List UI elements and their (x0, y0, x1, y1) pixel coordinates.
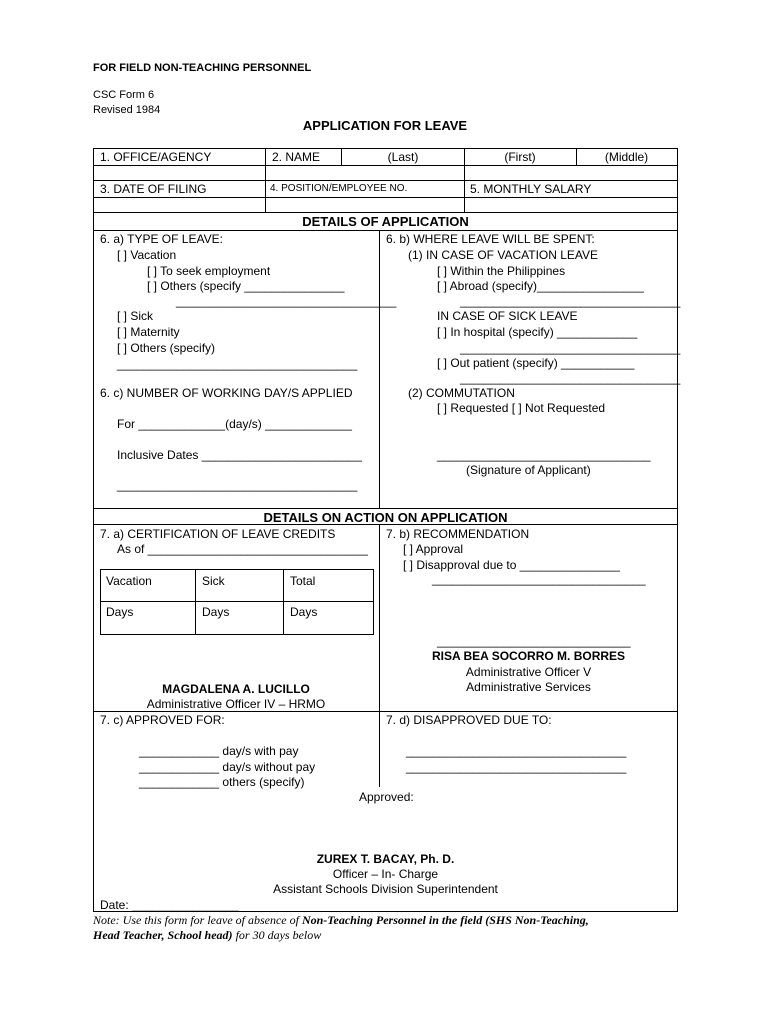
form-number: CSC Form 6 (93, 89, 155, 101)
disapproved-line-2[interactable]: _________________________________ (406, 760, 627, 774)
recommender-signature-line: _____________________________ (437, 634, 631, 648)
officer-title: Officer – In- Charge (332, 867, 439, 881)
sick-case-label: IN CASE OF SICK LEAVE (437, 309, 578, 323)
footnote-line-2: Head Teacher, School head) for 30 days below (93, 928, 322, 942)
out-patient-line: _________________________________ (460, 371, 681, 385)
seek-employment-checkbox[interactable]: [ ] To seek employment (147, 264, 271, 278)
others-approved-field[interactable]: ____________ others (specify) (139, 775, 305, 789)
recommender-title: Administrative Officer V (465, 665, 592, 679)
position-label: 4. POSITION/EMPLOYEE NO. (270, 183, 408, 194)
signature-caption: (Signature of Applicant) (466, 463, 591, 477)
approval-checkbox[interactable]: [ ] Approval (403, 542, 464, 556)
disapproval-line: ________________________________ (432, 572, 646, 586)
others-specify-line: _________________________________ (176, 294, 397, 308)
certification-label: 7. a) CERTIFICATION OF LEAVE CREDITS (100, 527, 336, 541)
days-with-pay-field[interactable]: ____________ day/s with pay (139, 744, 299, 758)
out-patient-checkbox[interactable]: [ ] Out patient (specify) ___________ (437, 356, 635, 370)
office-agency-label: 1. OFFICE/AGENCY (100, 150, 212, 164)
in-hospital-checkbox[interactable]: [ ] In hospital (specify) ____________ (437, 325, 638, 339)
monthly-salary-label: 5. MONTHLY SALARY (470, 182, 592, 196)
as-of-field[interactable]: As of _________________________________ (117, 542, 368, 556)
date-of-filing-label: 3. DATE OF FILING (100, 182, 207, 196)
date-field[interactable]: Date: ________________ (100, 898, 239, 912)
type-of-leave-label: 6. a) TYPE OF LEAVE: (100, 232, 223, 246)
hrmo-title: Administrative Officer IV – HRMO (146, 697, 326, 711)
days-without-pay-field[interactable]: ____________ day/s without pay (139, 760, 316, 774)
vacation-checkbox[interactable]: [ ] Vacation (117, 248, 177, 262)
action-heading: DETAILS ON ACTION ON APPLICATION (263, 510, 508, 525)
recommender-office: Administrative Services (466, 680, 591, 694)
officer-name: ZUREX T. BACAY, Ph. D. (316, 852, 455, 866)
within-philippines-checkbox[interactable]: [ ] Within the Philippines (437, 264, 566, 278)
officer-position: Assistant Schools Division Superintendent (273, 882, 498, 896)
form-title: APPLICATION FOR LEAVE (302, 118, 468, 133)
first-name-label: (First) (504, 150, 536, 164)
disapproved-line-1[interactable]: _________________________________ (406, 744, 627, 758)
days-applied-field[interactable]: For _____________(day/s) _____________ (117, 417, 352, 431)
disapproval-checkbox[interactable]: [ ] Disapproval due to _______________ (403, 558, 620, 572)
commutation-label: (2) COMMUTATION (408, 386, 515, 400)
abroad-line: _________________________________ (460, 294, 681, 308)
working-days-label: 6. c) NUMBER OF WORKING DAY/S APPLIED (100, 386, 353, 400)
abroad-checkbox[interactable]: [ ] Abroad (specify)________________ (437, 279, 644, 293)
credits-header-vacation: Vacation (106, 574, 152, 588)
approved-label: Approved: (359, 790, 414, 804)
credits-sick-days: Days (202, 605, 230, 619)
last-name-label: (Last) (387, 150, 419, 164)
inclusive-dates-field[interactable]: Inclusive Dates ________________________ (117, 448, 362, 462)
revised-date: Revised 1984 (93, 104, 161, 116)
credits-total-days: Days (290, 605, 318, 619)
middle-name-label: (Middle) (604, 150, 649, 164)
footnote-line-1: Note: Use this form for leave of absence of Non-Teaching Personnel in the field (SHS Non-Teaching, (93, 913, 589, 927)
others-specify-checkbox[interactable]: [ ] Others (specify _______________ (147, 279, 345, 293)
inclusive-dates-line: ____________________________________ (117, 478, 358, 492)
signature-line: ________________________________ (437, 448, 651, 462)
credits-header-sick: Sick (202, 574, 225, 588)
where-leave-label: 6. b) WHERE LEAVE WILL BE SPENT: (386, 232, 595, 246)
hrmo-name: MAGDALENA A. LUCILLO (162, 682, 310, 696)
name-label: 2. NAME (272, 150, 321, 164)
credits-vacation-days: Days (106, 605, 134, 619)
others-leave-line: ____________________________________ (117, 357, 358, 371)
personnel-heading: FOR FIELD NON-TEACHING PERSONNEL (93, 62, 312, 74)
vacation-case-label: (1) IN CASE OF VACATION LEAVE (408, 248, 599, 262)
details-heading: DETAILS OF APPLICATION (302, 214, 469, 229)
maternity-checkbox[interactable]: [ ] Maternity (117, 325, 180, 339)
credits-header-total: Total (290, 574, 316, 588)
commutation-checkboxes[interactable]: [ ] Requested [ ] Not Requested (437, 401, 606, 415)
sick-checkbox[interactable]: [ ] Sick (117, 309, 154, 323)
recommender-name: RISA BEA SOCORRO M. BORRES (431, 649, 626, 663)
others-leave-checkbox[interactable]: [ ] Others (specify) (117, 341, 216, 355)
approved-for-label: 7. c) APPROVED FOR: (100, 713, 225, 727)
in-hospital-line: _________________________________ (460, 341, 681, 355)
recommendation-label: 7. b) RECOMMENDATION (386, 527, 530, 541)
disapproved-label: 7. d) DISAPPROVED DUE TO: (386, 713, 552, 727)
